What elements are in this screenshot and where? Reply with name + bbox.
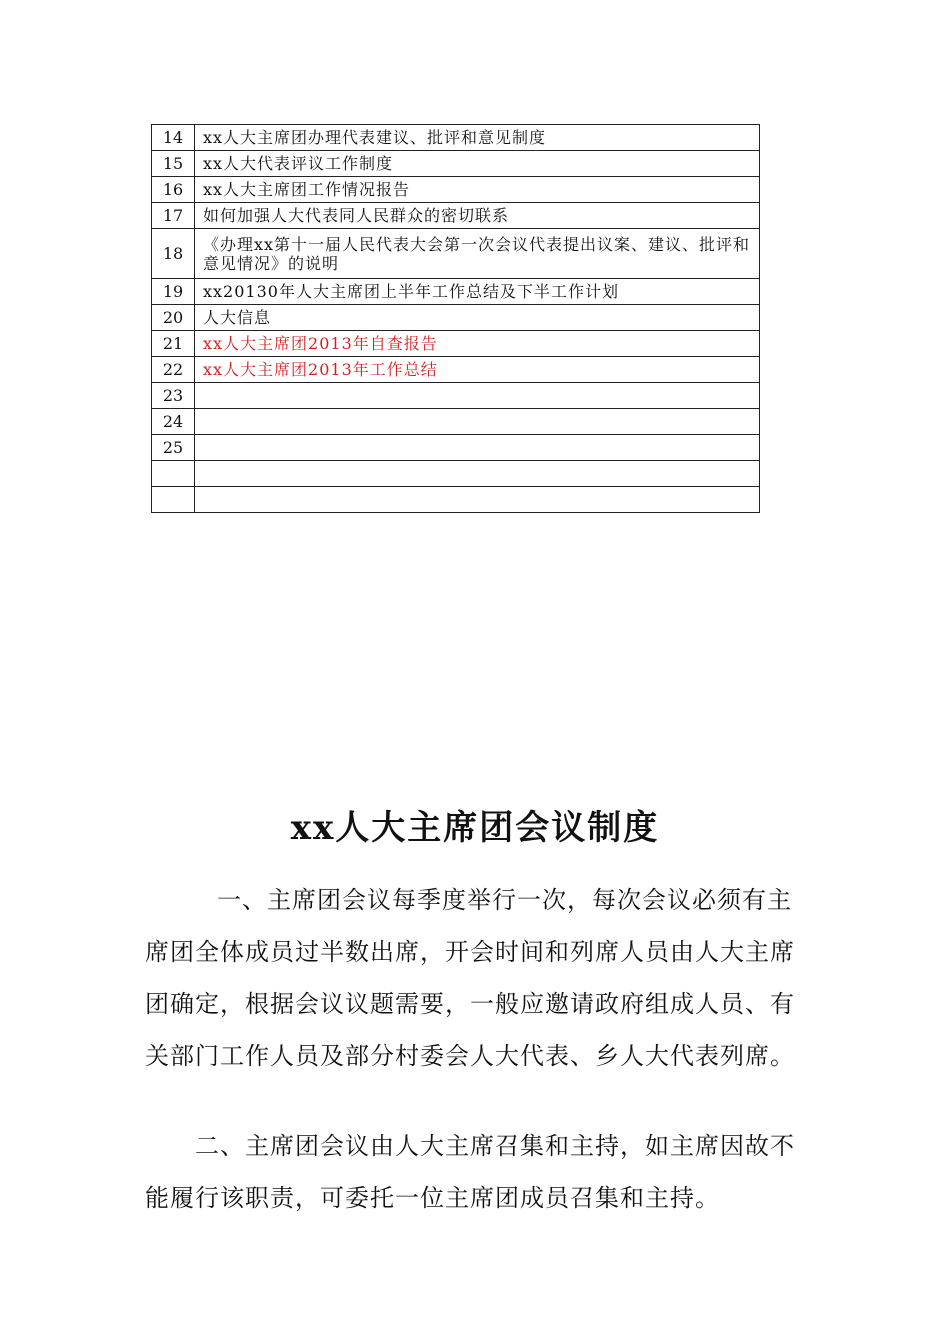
row-title: 如何加强人大代表同人民群众的密切联系 <box>195 203 760 229</box>
document-title: xx人大主席团会议制度 <box>290 808 660 848</box>
row-number: 18 <box>152 229 195 279</box>
table-row <box>152 305 760 331</box>
row-number: 14 <box>152 125 195 151</box>
row-number: 15 <box>152 151 195 177</box>
row-number: 17 <box>152 203 195 229</box>
row-title: xx人大主席团工作情况报告 <box>195 177 760 203</box>
table-row <box>152 177 760 203</box>
table-row <box>152 357 760 383</box>
row-number: 25 <box>152 435 195 461</box>
row-title: xx人大主席团2013年自查报告 <box>195 331 760 357</box>
table-row <box>152 203 760 229</box>
table-row <box>152 331 760 357</box>
body-paragraph: 二、主席团会议由人大主席召集和主持，如主席因故不能履行该职责，可委托一位主席团成员召集和主持。 <box>145 1132 795 1212</box>
row-number <box>152 461 195 487</box>
table-row <box>152 409 760 435</box>
table-row <box>152 229 760 279</box>
row-number <box>152 487 195 513</box>
table-row <box>152 461 760 487</box>
row-title <box>195 435 760 461</box>
body-paragraph: 一、主席团会议每季度举行一次，每次会议必须有主席团全体成员过半数出席，开会时间和列席人员由人大主席团确定，根据会议议题需要，一般应邀请政府组成人员、有关部门工作人员及部分村委会人大代表、乡人大代表列席。 <box>145 886 795 1070</box>
row-number: 23 <box>152 383 195 409</box>
row-title: xx人大主席团2013年工作总结 <box>195 357 760 383</box>
row-number: 16 <box>152 177 195 203</box>
row-title: 《办理xx第十一届人民代表大会第一次会议代表提出议案、建议、批评和意见情况》的说明 <box>195 229 760 279</box>
table-row <box>152 435 760 461</box>
row-title <box>195 461 760 487</box>
row-title <box>195 409 760 435</box>
row-number: 22 <box>152 357 195 383</box>
row-title: xx人大代表评议工作制度 <box>195 151 760 177</box>
table-row <box>152 383 760 409</box>
table-row <box>152 279 760 305</box>
row-title <box>195 487 760 513</box>
table-row <box>152 151 760 177</box>
row-title: xx20130年人大主席团上半年工作总结及下半工作计划 <box>195 279 760 305</box>
row-title <box>195 383 760 409</box>
table-row <box>152 125 760 151</box>
row-number: 21 <box>152 331 195 357</box>
row-number: 24 <box>152 409 195 435</box>
table-row <box>152 487 760 513</box>
row-title: xx人大主席团办理代表建议、批评和意见制度 <box>195 125 760 151</box>
row-title: 人大信息 <box>195 305 760 331</box>
toc-table <box>151 124 760 513</box>
row-number: 20 <box>152 305 195 331</box>
row-number: 19 <box>152 279 195 305</box>
